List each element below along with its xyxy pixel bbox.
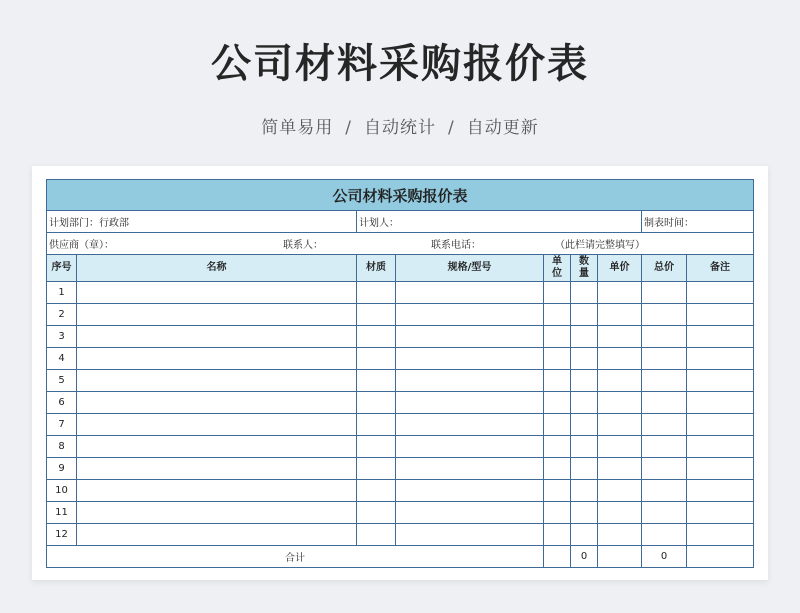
total-label[interactable]: 合计: [47, 546, 544, 568]
unit-price-cell[interactable]: [598, 304, 642, 326]
header-unit-price: 单价: [598, 255, 642, 282]
table-row: [47, 524, 754, 546]
phone-label: 联系电话：: [431, 240, 481, 251]
material-cell[interactable]: [357, 502, 396, 524]
name-cell[interactable]: [77, 502, 357, 524]
spec-cell[interactable]: [396, 326, 544, 348]
total-price-cell[interactable]: [642, 502, 687, 524]
spec-cell[interactable]: [396, 458, 544, 480]
tag-separator: /: [448, 118, 455, 138]
name-cell[interactable]: [77, 458, 357, 480]
page-title: 公司材料采购报价表: [211, 41, 589, 87]
unit-price-cell[interactable]: [598, 502, 642, 524]
table-row: [47, 414, 754, 436]
total-price-cell[interactable]: [642, 326, 687, 348]
unit-price-cell[interactable]: [598, 392, 642, 414]
material-cell[interactable]: [357, 370, 396, 392]
unit-cell[interactable]: [544, 282, 571, 304]
remark-cell[interactable]: [687, 304, 754, 326]
remark-cell[interactable]: [687, 480, 754, 502]
table-row: [47, 348, 754, 370]
name-cell[interactable]: [77, 282, 357, 304]
unit-cell[interactable]: [544, 480, 571, 502]
total-price-cell[interactable]: [642, 392, 687, 414]
spec-cell[interactable]: [396, 480, 544, 502]
table-row: [47, 392, 754, 414]
material-cell[interactable]: [357, 436, 396, 458]
name-cell[interactable]: [77, 392, 357, 414]
qty-cell[interactable]: [571, 414, 598, 436]
table-row: [47, 458, 754, 480]
unit-price-cell[interactable]: [598, 414, 642, 436]
total-unit-cell[interactable]: [544, 546, 571, 568]
name-cell[interactable]: [77, 326, 357, 348]
row-number[interactable]: 7: [47, 414, 77, 436]
dept-value: 行政部: [99, 218, 129, 229]
unit-price-cell[interactable]: [598, 282, 642, 304]
dept-cell[interactable]: [47, 211, 357, 233]
spec-cell[interactable]: [396, 348, 544, 370]
spec-cell[interactable]: [396, 414, 544, 436]
remark-cell[interactable]: [687, 524, 754, 546]
total-price-cell[interactable]: [642, 348, 687, 370]
unit-cell[interactable]: [544, 502, 571, 524]
header-qty: 数 量: [571, 255, 598, 282]
row-number[interactable]: 1: [47, 282, 77, 304]
unit-cell[interactable]: [544, 370, 571, 392]
remark-cell[interactable]: [687, 326, 754, 348]
spec-cell[interactable]: [396, 524, 544, 546]
table-row: [47, 326, 754, 348]
qty-cell[interactable]: [571, 282, 598, 304]
total-price-cell[interactable]: [642, 414, 687, 436]
qty-cell[interactable]: [571, 436, 598, 458]
total-price-cell[interactable]: [642, 524, 687, 546]
material-cell[interactable]: [357, 326, 396, 348]
total-price-cell[interactable]: [642, 480, 687, 502]
name-cell[interactable]: [77, 370, 357, 392]
total-price-cell[interactable]: [642, 370, 687, 392]
row-number[interactable]: 9: [47, 458, 77, 480]
unit-price-cell[interactable]: [598, 326, 642, 348]
unit-cell[interactable]: [544, 392, 571, 414]
header-unit: 单 位: [544, 255, 571, 282]
row-number[interactable]: 6: [47, 392, 77, 414]
table-row: [47, 502, 754, 524]
remark-cell[interactable]: [687, 502, 754, 524]
material-cell[interactable]: [357, 282, 396, 304]
unit-price-cell[interactable]: [598, 436, 642, 458]
total-price-cell[interactable]: [642, 282, 687, 304]
unit-cell[interactable]: [544, 304, 571, 326]
material-cell[interactable]: [357, 524, 396, 546]
header-name: 名称: [77, 255, 357, 282]
row-number[interactable]: 5: [47, 370, 77, 392]
qty-cell[interactable]: [571, 348, 598, 370]
unit-cell[interactable]: [544, 458, 571, 480]
total-price-cell[interactable]: [642, 436, 687, 458]
name-cell[interactable]: [77, 480, 357, 502]
remark-cell[interactable]: [687, 392, 754, 414]
unit-price-cell[interactable]: [598, 458, 642, 480]
row-number[interactable]: 8: [47, 436, 77, 458]
spec-cell[interactable]: [396, 304, 544, 326]
remark-cell[interactable]: [687, 282, 754, 304]
unit-price-cell[interactable]: [598, 524, 642, 546]
planner-cell[interactable]: [357, 211, 642, 233]
table-row: [47, 370, 754, 392]
total-unit-price-cell[interactable]: [598, 546, 642, 568]
unit-cell[interactable]: [544, 326, 571, 348]
qty-cell[interactable]: [571, 524, 598, 546]
material-cell[interactable]: [357, 348, 396, 370]
header-total-price: 总价: [642, 255, 687, 282]
qty-cell[interactable]: [571, 304, 598, 326]
row-number[interactable]: 10: [47, 480, 77, 502]
fill-note: （此栏请完整填写）: [555, 240, 645, 251]
table-row: [47, 480, 754, 502]
qty-cell[interactable]: [571, 458, 598, 480]
name-cell[interactable]: [77, 436, 357, 458]
total-qty[interactable]: 0: [571, 546, 598, 568]
remark-cell[interactable]: [687, 458, 754, 480]
unit-cell[interactable]: [544, 348, 571, 370]
remark-cell[interactable]: [687, 436, 754, 458]
spec-cell[interactable]: [396, 282, 544, 304]
date-cell[interactable]: [642, 211, 754, 233]
total-row: [47, 546, 754, 568]
spec-cell[interactable]: [396, 392, 544, 414]
tag-auto-update: 自动更新: [466, 118, 539, 138]
total-amount[interactable]: 0: [642, 546, 687, 568]
row-number[interactable]: 4: [47, 348, 77, 370]
unit-cell[interactable]: [544, 414, 571, 436]
unit-price-cell[interactable]: [598, 480, 642, 502]
material-cell[interactable]: [357, 304, 396, 326]
contact-label: 联系人：: [283, 240, 323, 251]
table-row: [47, 304, 754, 326]
spec-cell[interactable]: [396, 502, 544, 524]
row-number[interactable]: 11: [47, 502, 77, 524]
date-label: 制表时间：: [644, 218, 694, 229]
unit-price-cell[interactable]: [598, 370, 642, 392]
qty-cell[interactable]: [571, 392, 598, 414]
material-cell[interactable]: [357, 480, 396, 502]
spreadsheet-card: [32, 166, 768, 580]
name-cell[interactable]: [77, 524, 357, 546]
material-cell[interactable]: [357, 458, 396, 480]
header-material: 材质: [357, 255, 396, 282]
name-cell[interactable]: [77, 304, 357, 326]
feature-tags: [0, 113, 800, 138]
unit-cell[interactable]: [544, 524, 571, 546]
qty-cell[interactable]: [571, 502, 598, 524]
dept-label: 计划部门：: [49, 218, 99, 229]
planner-label: 计划人：: [359, 218, 399, 229]
qty-cell[interactable]: [571, 326, 598, 348]
table-row: [47, 282, 754, 304]
qty-cell[interactable]: [571, 370, 598, 392]
quotation-table: [46, 179, 754, 568]
tag-easy: 简单易用: [261, 118, 334, 138]
remark-cell[interactable]: [687, 348, 754, 370]
header-spec: 规格/型号: [396, 255, 544, 282]
supplier-label: 供应商（章）：: [49, 240, 114, 251]
tag-auto-stat: 自动统计: [364, 118, 436, 138]
total-price-cell[interactable]: [642, 458, 687, 480]
tag-separator: /: [345, 118, 352, 138]
row-number[interactable]: 2: [47, 304, 77, 326]
table-row: [47, 436, 754, 458]
data-rows: [47, 282, 754, 546]
row-number[interactable]: 12: [47, 524, 77, 546]
remark-cell[interactable]: [687, 370, 754, 392]
unit-price-cell[interactable]: [598, 348, 642, 370]
material-cell[interactable]: [357, 392, 396, 414]
spec-cell[interactable]: [396, 370, 544, 392]
name-cell[interactable]: [77, 414, 357, 436]
unit-cell[interactable]: [544, 436, 571, 458]
supplier-row[interactable]: [47, 233, 754, 255]
sheet-title[interactable]: 公司材料采购报价表: [47, 180, 754, 211]
name-cell[interactable]: [77, 348, 357, 370]
spec-cell[interactable]: [396, 436, 544, 458]
material-cell[interactable]: [357, 414, 396, 436]
header-remark: 备注: [687, 255, 754, 282]
header-seq: 序号: [47, 255, 77, 282]
remark-cell[interactable]: [687, 414, 754, 436]
row-number[interactable]: 3: [47, 326, 77, 348]
qty-cell[interactable]: [571, 480, 598, 502]
total-remark-cell[interactable]: [687, 546, 754, 568]
total-price-cell[interactable]: [642, 304, 687, 326]
